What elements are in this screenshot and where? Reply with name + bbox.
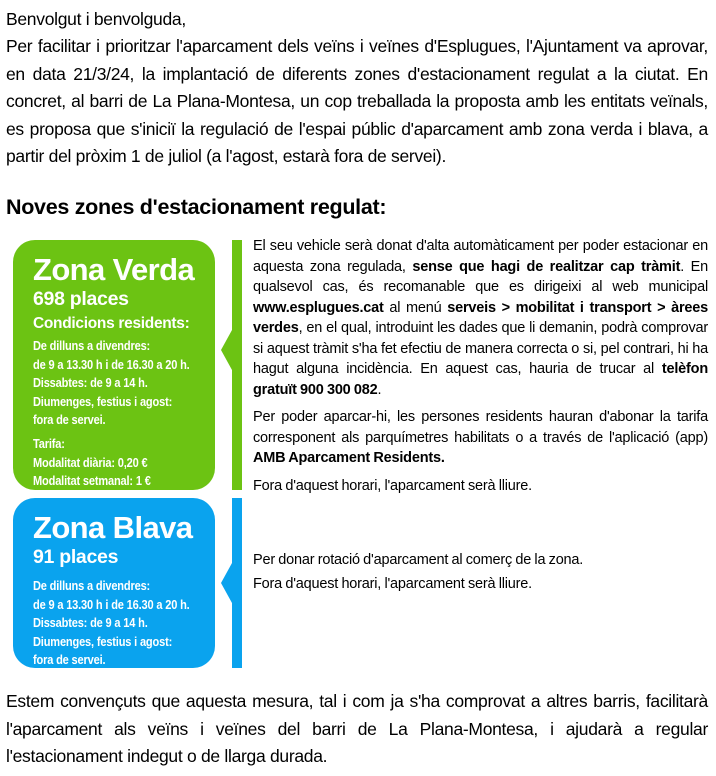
schedule-line: De dilluns a divendres: — [33, 578, 151, 594]
schedule-line: Diumenges, festius i agost: — [33, 393, 173, 409]
zona-verda-card — [13, 240, 215, 490]
zona-blava-callout-notch — [221, 563, 232, 603]
zona-verda-schedule — [33, 337, 201, 429]
zona-blava-title: Zona Blava — [33, 510, 193, 546]
zona-blava-row — [13, 498, 716, 668]
zona-verda-title: Zona Verda — [33, 252, 195, 288]
info-paragraph: Fora d'aquest horari, l'aparcament serà lliure. — [253, 477, 532, 494]
zona-blava-schedule — [33, 577, 201, 668]
info-paragraph: Per poder aparcar-hi, les persones residents hauran d'abonar la tarifa corresponent als parquímetres habilitats o a través de l'aplicació (app) AMB Aparcament Residents. — [253, 409, 708, 467]
zona-verda-callout-bar — [232, 240, 242, 490]
zona-blava-callout-bar — [232, 498, 242, 668]
info-paragraph: Fora d'aquest horari, l'aparcament serà lliure. — [253, 575, 532, 592]
info-paragraph: El seu vehicle serà donat d'alta automàticament per poder estacionar en aquesta zona regulada, sense que hagi de realitzar cap tràmit. En qualsevol cas, és recomanable que es dirigeixi al web municipal www.esplugues.cat al menú serveis > mobilitat i transport > àrees verdes, en el qual, introduint les dades que li demanin, podrà comprovar si aquest tràmit s'ha fet efectiu de manera correcta o si, pel contrari, hi ha hagut alguna incidència. En aquest cas, hauria de trucar al telèfon gratuït 900 300 082. — [253, 238, 709, 398]
info-paragraph: Per donar rotació d'aparcament al comerç de la zona. — [253, 552, 584, 569]
zona-blava-card — [13, 498, 215, 668]
schedule-line: Modalitat setmanal: 1 € — [33, 473, 151, 489]
zona-blava-places: 91 places — [33, 546, 119, 569]
schedule-line: Tarifa: — [33, 436, 65, 452]
schedule-line: Modalitat diària: 0,20 € — [33, 454, 148, 470]
schedule-line: Dissabtes: de 9 a 14 h. — [33, 375, 148, 391]
schedule-line: fora de servei. — [33, 412, 106, 428]
zona-verda-places: 698 places — [33, 288, 129, 311]
zona-blava-info — [253, 498, 708, 668]
zona-verda-info — [253, 236, 709, 494]
zona-verda-tariff — [33, 435, 201, 490]
schedule-line: Dissabtes: de 9 a 14 h. — [33, 615, 148, 631]
schedule-line: de 9 a 13.30 h i de 16.30 a 20 h. — [33, 596, 190, 612]
closing-paragraph: Estem convençuts que aquesta mesura, tal i com ja s'ha comprovat a altres barris, facilitarà l'aparcament als veïns i veïnes del barri de La Plana-Montesa, i ajudarà a regular l'estacionament indegut o de llarga durada. — [6, 691, 708, 767]
section-title: Noves zones d'estacionament regulat: — [6, 195, 387, 220]
zona-verda-row — [13, 238, 716, 494]
schedule-line: fora de servei. — [33, 652, 106, 668]
schedule-line: De dilluns a divendres: — [33, 338, 151, 354]
schedule-line: de 9 a 13.30 h i de 16.30 a 20 h. — [33, 356, 190, 372]
greeting-line: Benvolgut i benvolguda, — [6, 9, 186, 29]
intro-paragraph: Per facilitar i prioritzar l'aparcament dels veïns i veïnes d'Esplugues, l'Ajuntament va aprovar, en data 21/3/24, la implantació de diferents zones d'estacionament regulat a la ciutat. En concret, al barri de La Plana-Montesa, un cop treballada la proposta amb les entitats veïnals, es proposa que s'iniciï la regulació de l'espai públic d'aparcament amb zona verda i blava, a partir del pròxim 1 de juliol (a l'agost, estarà fora de servei). — [6, 36, 708, 167]
zona-verda-callout-notch — [221, 330, 232, 370]
schedule-line: Diumenges, festius i agost: — [33, 633, 173, 649]
zona-verda-conditions-title: Condicions residents: — [33, 315, 190, 333]
